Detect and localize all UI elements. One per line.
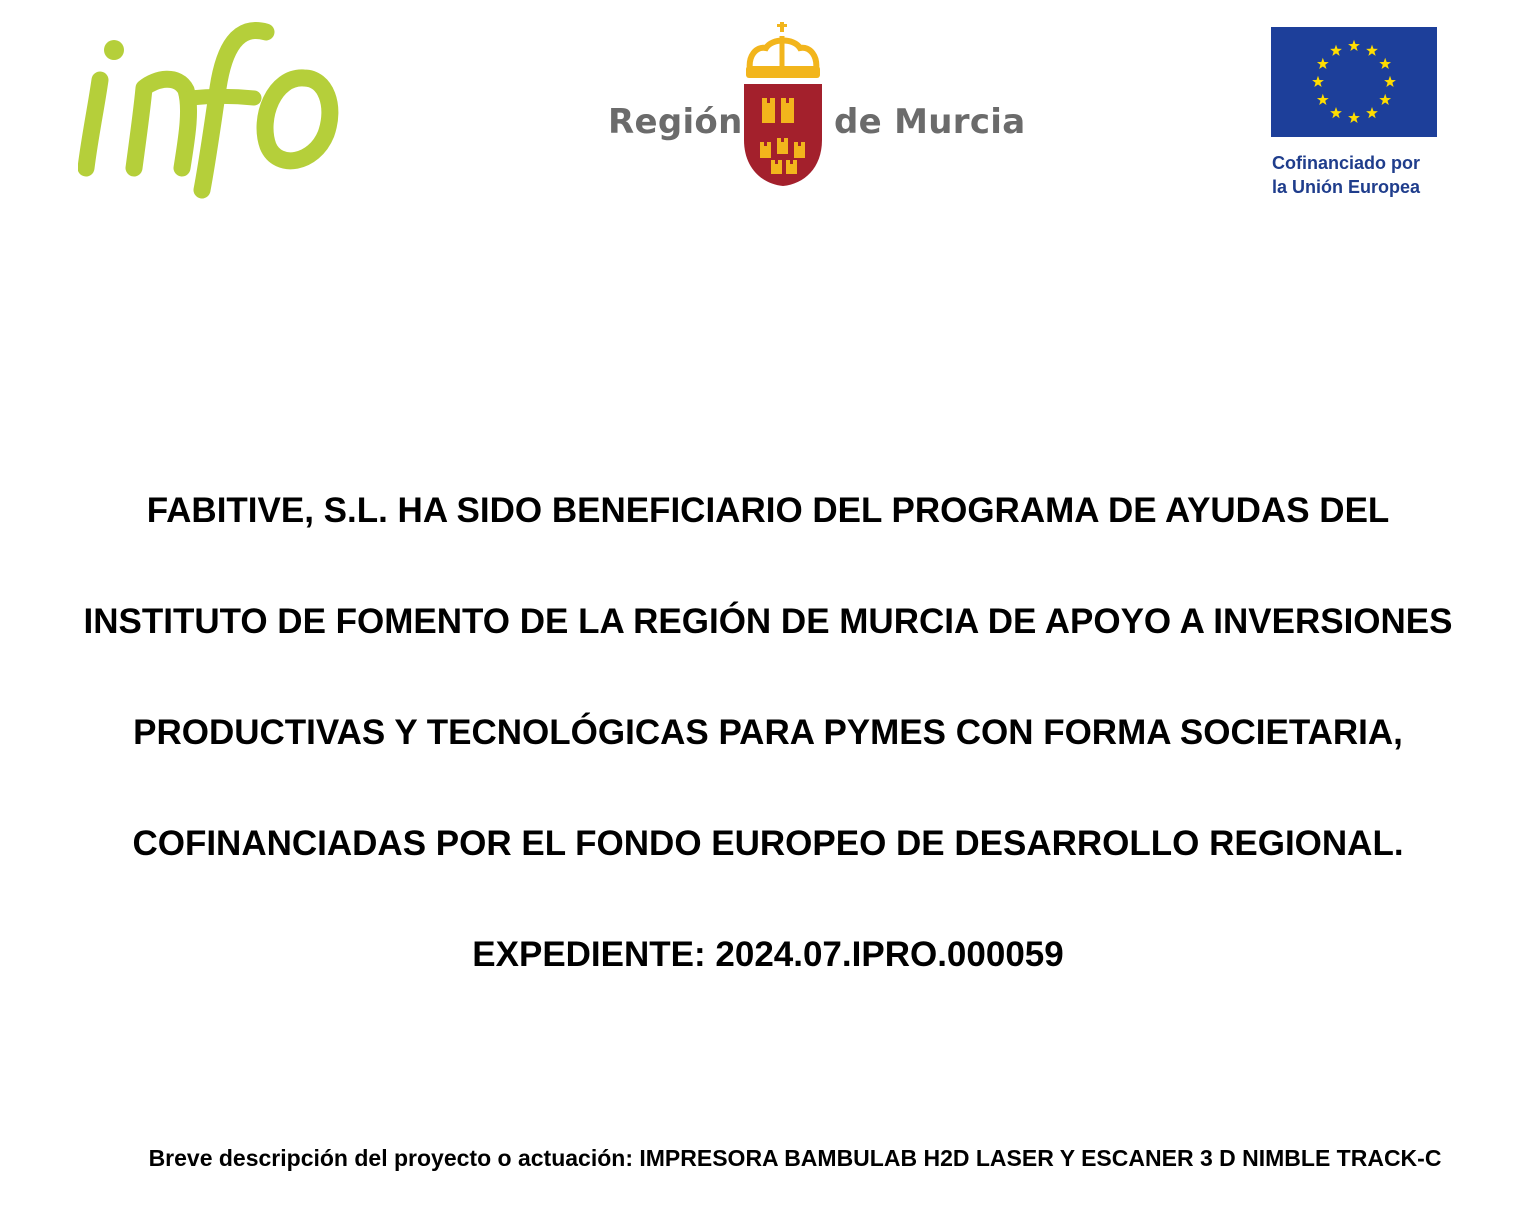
info-logo [78, 18, 350, 200]
eu-caption [1272, 151, 1420, 199]
region-de-murcia-logo [606, 22, 1026, 190]
announcement-line-1: FABITIVE, S.L. HA SIDO BENEFICIARIO DEL PROGRAMA DE AYUDAS DEL [146, 491, 1390, 530]
announcement-line-2: INSTITUTO DE FOMENTO DE LA REGIÓN DE MURCIA DE APOYO A INVERSIONES [83, 602, 1453, 641]
eu-caption-line-2: la Unión Europea [1272, 177, 1421, 197]
eu-cofinanced-logo [1270, 27, 1440, 197]
announcement-line-4: COFINANCIADAS POR EL FONDO EUROPEO DE DESARROLLO REGIONAL. [132, 824, 1404, 863]
murcia-coat-of-arms-icon [738, 22, 828, 188]
expediente-line: EXPEDIENTE: 2024.07.IPRO.000059 [472, 935, 1064, 974]
announcement-line-3: PRODUCTIVAS Y TECNOLÓGICAS PARA PYMES CON FORMA SOCIETARIA, [133, 713, 1403, 752]
eu-flag-icon [1271, 27, 1437, 137]
project-description: Breve descripción del proyecto o actuación: IMPRESORA BAMBULAB H2D LASER Y ESCANER 3 D NIMBLE TRACK-C [148, 1145, 1442, 1171]
murcia-logo-left-word: Región [608, 102, 743, 142]
info-logo-graphic [78, 18, 350, 200]
murcia-logo-right-word: de Murcia [834, 102, 1026, 142]
crown-icon [746, 22, 820, 78]
eu-caption-line-1: Cofinanciado por [1272, 153, 1420, 173]
